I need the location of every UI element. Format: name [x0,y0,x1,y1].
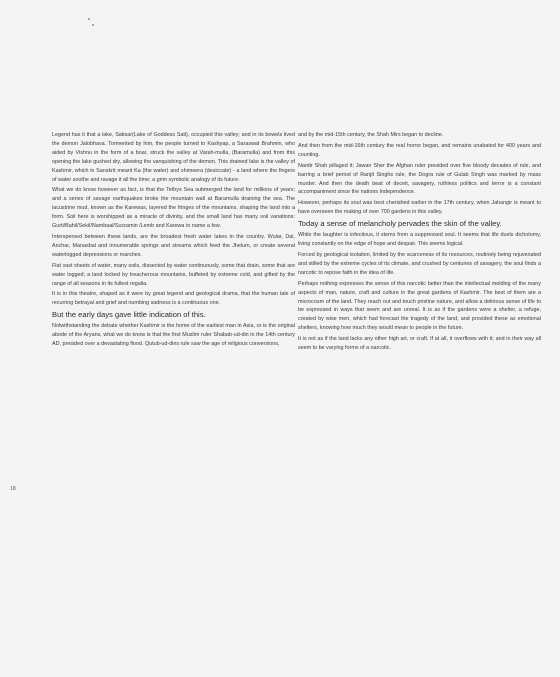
right-column [298,131,541,355]
paragraph: While the laughter is infectious, it stems from a suppressed soul. It seems that life duels dichotomy, living constantly on the edge of hope and despair. This seems logical. [298,232,541,248]
paragraph: Interspersed between these lands, are the broadest fresh water lakes in the country. Wular, Dal, Anchar, Manasbal and innumerable springs and streams which feed the Jhelum, or create several waterlogged depressions or marshes. [52,233,295,258]
lead-sentence: Today a sense of melancholy pervades the skin of the valley. [298,219,502,229]
paragraph: Flat vast sheets of water, many soils, dissected by water continuously, some that drain, some that are water logged; a land locked by treacherous mountains, buffeted by extreme cold, and gifted by the range of all seasons in its fullest regalia. [52,262,295,287]
paragraph: It is in this theatre, shaped as it were by great legend and geological drama, that the human tale of recurring betrayal and grief and numbing sadness is a continuous one. [52,291,295,307]
paragraph: Notwithstanding the debate whether Kashmir is the home of the earliest man in Asia, or is the original abode of the Aryans, what we do know is that the first Muslim ruler Shabab-ud-din in the 14th century AD, presided over a devastating flood. Qutub-ud-dins rule saw the age of religious conversions, [52,323,295,348]
scan-speck [92,24,94,26]
paragraph: Perhaps nothing expresses the sense of this narcotic better than the intellectual melding of the many aspects of man, nature, craft and culture in the great gardens of Kashmir. The best of them are a microcosm of the land. They reach out and touch pristine nature, and allow a delirious sense of life to be expressed in ways that seem and are unreal. It is as if the gardens were a shelter, a refuge, created by wise men, which had forecast the tragedy of the land, and provided these as emotional shelters, knowing how much they would mean to people in the future. [298,280,541,332]
paragraph: and by the mid-15th century, the Shah Mirs began to decline. [298,132,444,138]
paragraph: It is not as if the land lacks any other high art, or craft. If at all, it overflows with it; and in their way all seem to be varying forms of a narcotic. [298,336,541,352]
left-column [52,131,295,351]
scan-speck [88,18,90,20]
paragraph: What we do know however as fact, is that the Tethys Sea submerged the land for millions of years; and a series of savage earthquakes broke the mountain wall at Baramulla draining the sea. The lacustrine mud, known as the Karewas, layered the fringes of the mountains, shaping the land into a form. Soil here is worshipped as a miracle of divinity, and the small land has many soil variations: Gurti/Bahil/Sekil/Nambaal/Surzamin /Lemb and Karewa to name a few. [52,187,295,230]
section-heading: But the early days gave little indication of this. [52,310,206,320]
paragraph: And then from the mid-16th century the real horror began, and remains unabated for 400 years and counting. [298,142,541,158]
page-number: 18 [10,486,16,492]
paragraph: However, perhaps its soul was best cherished earlier in the 17th century, when Jahangir is meant to have overseen the making of over 700 gardens in this valley. [298,200,541,216]
paragraph: Nardir Shah pillaged it; Jawan Sher the Afghan ruler presided over five bloody decades of rule, and barring a brief period of Ranjit Singhs rule, the Dogra rule of Gulab Singh was marked by mass murder. And then the death beat of deceit, savagery, ruthless politics and terror is a constant accompaniment since the nations Independence. [298,162,541,196]
paragraph: Forced by geological isolation, limited by the scarceness of its resources, routinely being rejuvenated and stilled by the extreme cycles of its climate, and crushed by centuries of savagery, the soul finds a narcotic to repose faith in the idea of life. [298,251,541,276]
paragraph: Legend has it that a lake, Satisar(Lake of Goddess Sati), occupied this valley; and in its bowels lived the demon Jalobhava. Tormented by him, the people turned to Kashyap, a Saraswat Brahmin, who aided by Vishnu in the form of a boar, struck the valley at Varah-mulla, (Baramulla) and from this opening the lake gushed dry, allowing the vanquishing of the demon. This drained lake is the valley of Kashmir, which in Sanskrit meant Ka (the water) and shimeera (desiccate) - a land where the fingers of water soothe and ravage it all the time; a grim symbolic analogy of its future. [52,132,295,183]
